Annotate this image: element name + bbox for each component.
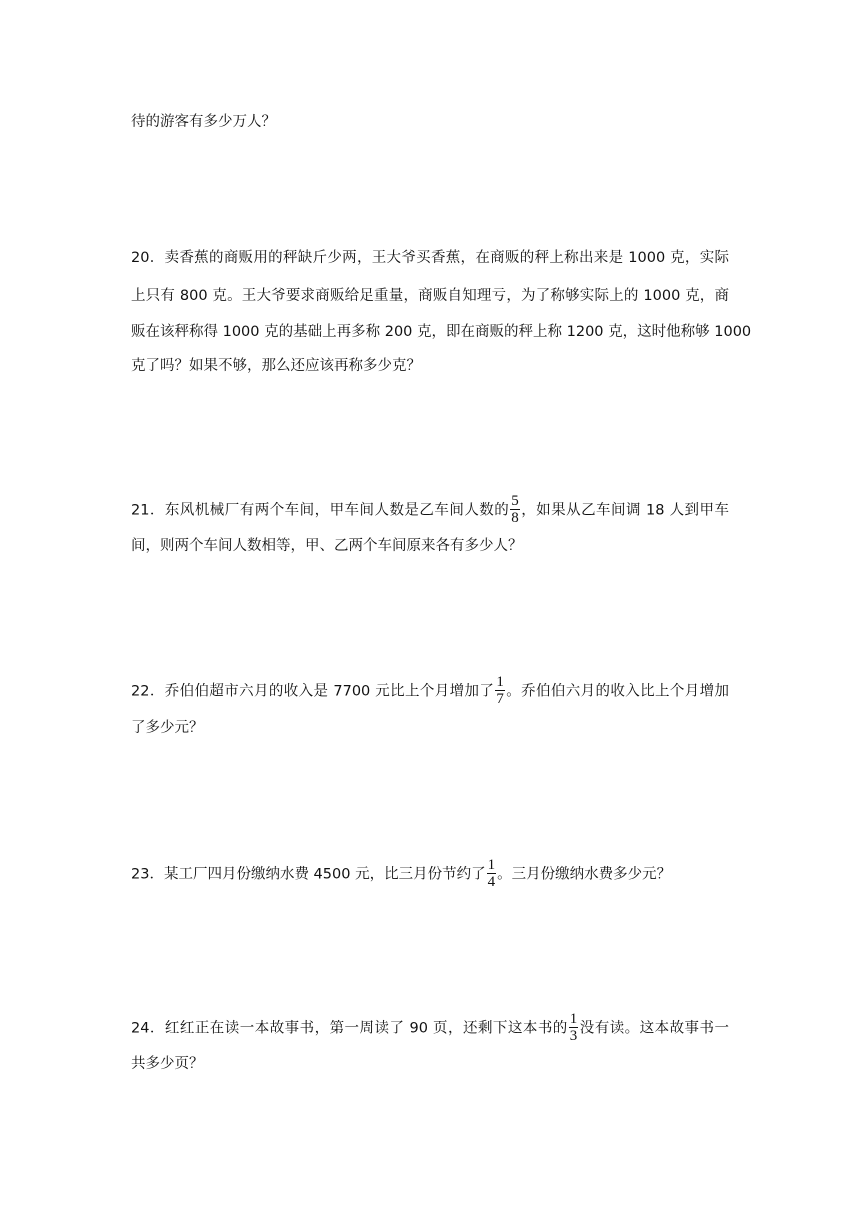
fraction-one-quarter <box>487 857 497 890</box>
question-21-line-1 <box>131 494 729 527</box>
fraction-denominator: 4 <box>487 874 496 890</box>
fraction-denominator: 8 <box>511 510 519 526</box>
question-19-tail: 待的游客有多少万人？ <box>131 114 276 130</box>
question-22-line-1 <box>131 675 729 708</box>
fraction-one-seventh <box>495 674 505 707</box>
question-22-text-after: 。乔伯伯六月的收入比上个月增加 <box>505 683 730 700</box>
question-21-text-after: ，如果从乙车间调 18 人到甲车 <box>520 502 729 519</box>
question-24-text-after: 没有读。这本故事书一 <box>579 1020 729 1037</box>
question-24-line-2: 共多少页？ <box>131 1056 204 1072</box>
fraction-numerator: 1 <box>496 674 504 690</box>
question-23-text-after: 。三月份缴纳水费多少元？ <box>497 866 672 883</box>
question-23-text-before: 23．某工厂四月份缴纳水费 4500 元，比三月份节约了 <box>131 866 486 883</box>
question-20-line-3: 贩在该秤称得 1000 克的基础上再多称 200 克，即在商贩的秤上称 1200 克，这时他称够 1000 <box>131 324 752 340</box>
fraction-denominator: 7 <box>496 691 504 707</box>
question-21-line-2: 间，则两个车间人数相等，甲、乙两个车间原来各有多少人？ <box>131 538 523 554</box>
fraction-numerator: 1 <box>487 857 496 873</box>
question-20-line-2: 上只有 800 克。王大爷要求商贩给足重量，商贩自知理亏，为了称够实际上的 1000 克，商 <box>131 288 729 304</box>
fraction-numerator: 1 <box>569 1011 578 1027</box>
question-22-text-before: 22．乔伯伯超市六月的收入是 7700 元比上个月增加了 <box>131 683 495 700</box>
fraction-five-eighths <box>510 493 520 526</box>
fraction-denominator: 3 <box>569 1028 578 1044</box>
question-24-line-1 <box>131 1012 729 1045</box>
fraction-one-third <box>569 1011 579 1044</box>
question-20-line-1: 20．卖香蕉的商贩用的秤缺斤少两，王大爷买香蕉，在商贩的秤上称出来是 1000 克，实际 <box>131 250 729 266</box>
question-24-text-before: 24．红红正在读一本故事书，第一周读了 90 页，还剩下这本书的 <box>131 1020 568 1037</box>
fraction-numerator: 5 <box>511 493 519 509</box>
question-21-text-before: 21．东风机械厂有两个车间，甲车间人数是乙车间人数的 <box>131 502 510 519</box>
question-22-line-2: 了多少元？ <box>131 720 204 736</box>
question-20-line-4: 克了吗？如果不够，那么还应该再称多少克？ <box>131 358 421 374</box>
question-23-line-1 <box>131 858 671 891</box>
